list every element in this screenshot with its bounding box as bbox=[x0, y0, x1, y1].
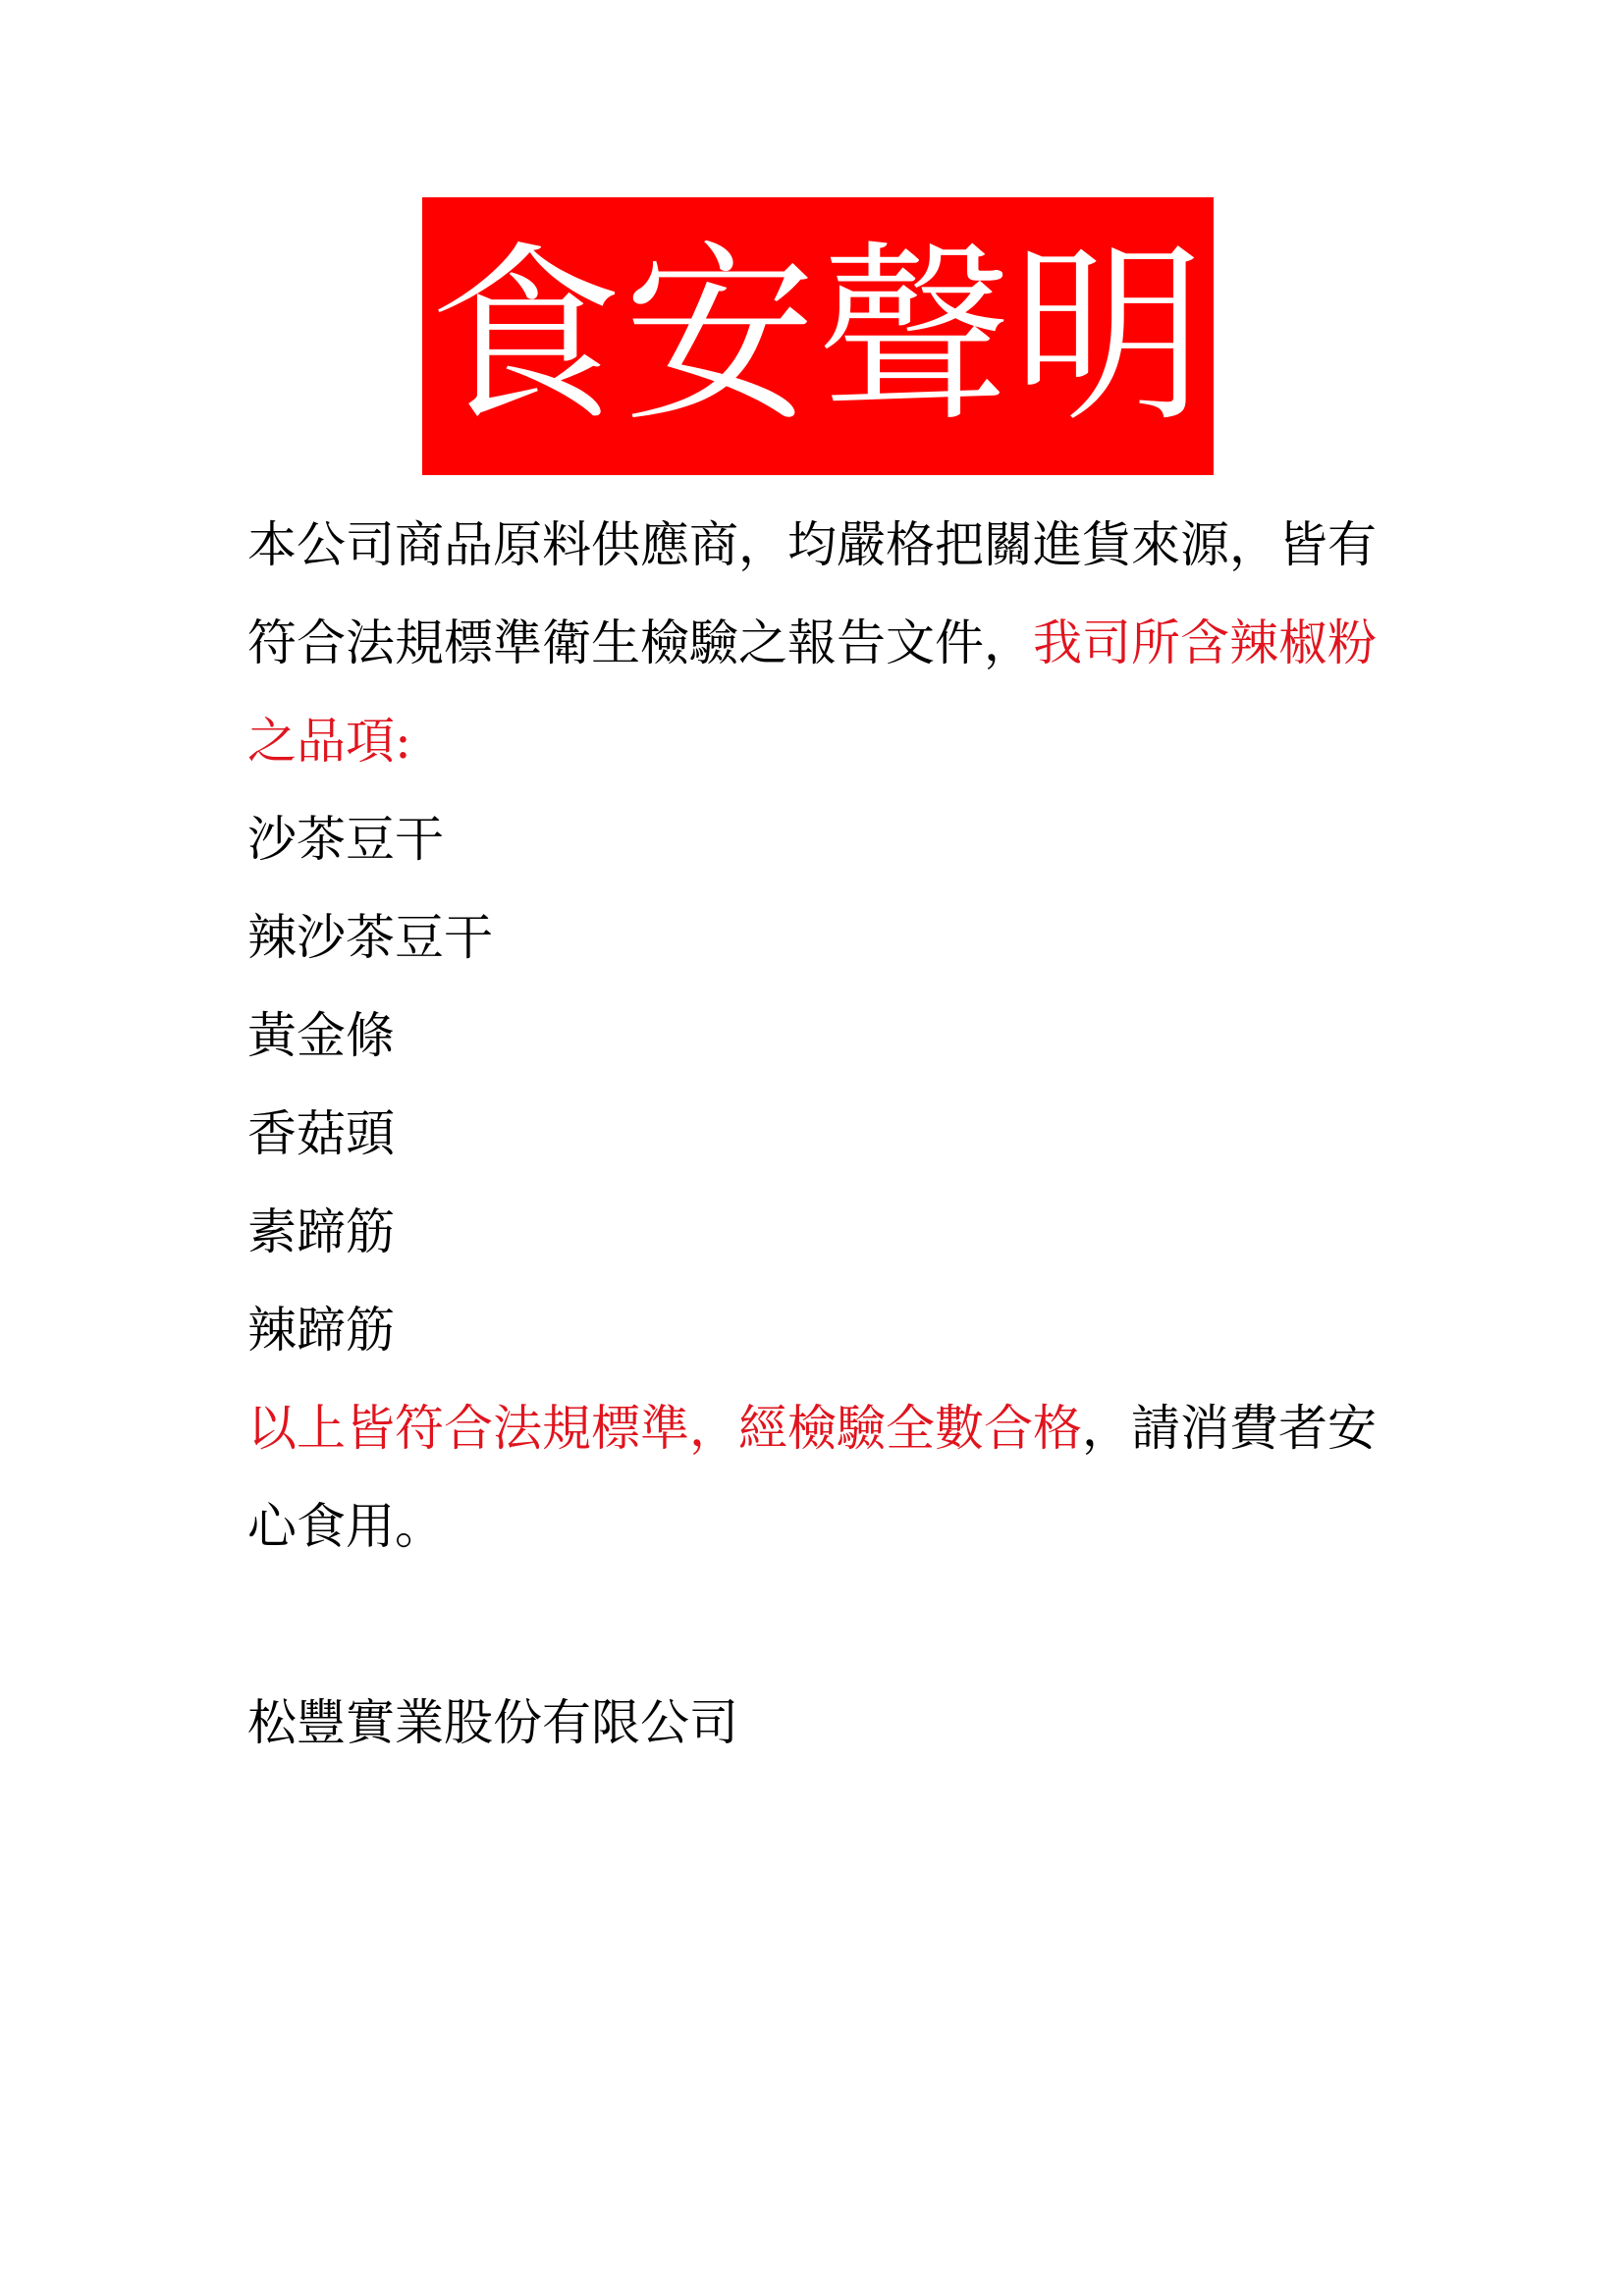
items-heading: 之品項: bbox=[247, 713, 411, 770]
intro-line-2-text: 符合法規標準衛生檢驗之報告文件， bbox=[247, 614, 1033, 671]
conclusion-line-1 bbox=[247, 1379, 1377, 1477]
page-title: 食安聲明 bbox=[428, 224, 1207, 449]
list-item: 素蹄筋 bbox=[247, 1203, 395, 1260]
intro-line-2-highlight: 我司所含辣椒粉 bbox=[1033, 614, 1377, 671]
company-name: 松豐實業股份有限公司 bbox=[247, 1694, 738, 1751]
list-item: 香菇頭 bbox=[247, 1105, 395, 1162]
intro-line-2 bbox=[247, 594, 1377, 692]
list-item: 黃金條 bbox=[247, 1007, 395, 1064]
conclusion-line-1-text: ，請消費者安 bbox=[1082, 1400, 1377, 1457]
title-banner bbox=[422, 197, 1214, 475]
list-item: 辣蹄筋 bbox=[247, 1302, 395, 1359]
conclusion-line-2: 心食用。 bbox=[247, 1498, 444, 1555]
conclusion-highlight: 以上皆符合法規標準，經檢驗全數合格 bbox=[247, 1400, 1082, 1457]
intro-line-1: 本公司商品原料供應商，均嚴格把關進貨來源，皆有 bbox=[247, 516, 1377, 573]
list-item: 辣沙茶豆干 bbox=[247, 909, 493, 966]
list-item: 沙茶豆干 bbox=[247, 811, 444, 868]
